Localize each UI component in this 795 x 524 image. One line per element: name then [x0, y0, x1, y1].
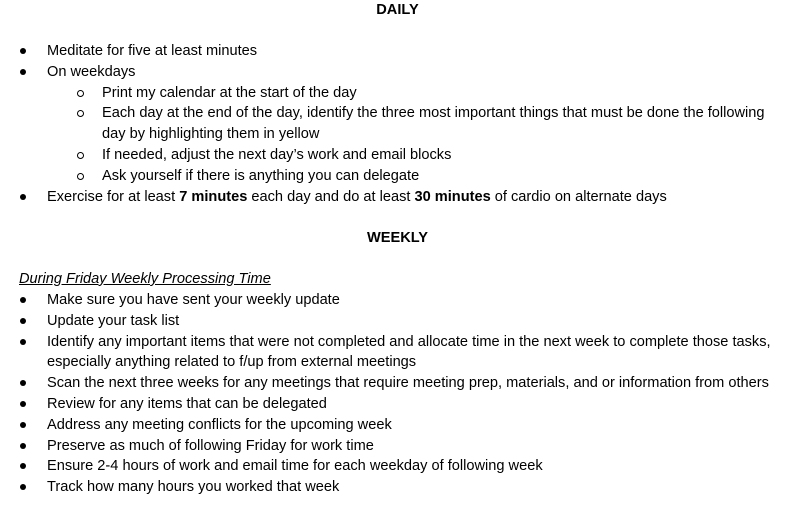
list-item — [0, 311, 795, 332]
hollow-bullet-icon — [77, 90, 84, 97]
sub-list-item-text: Print my calendar at the start of the day — [102, 84, 357, 101]
weekly-subheading: During Friday Weekly Processing Time — [19, 271, 271, 287]
list-item — [0, 332, 795, 374]
bullet-icon — [20, 401, 26, 407]
list-item-text: Scan the next three weeks for any meetings that require meeting prep, materials, and or information from others — [47, 375, 769, 392]
sub-list-item — [47, 103, 781, 145]
bullet-icon — [20, 69, 26, 75]
list-item-text: Address any meeting conflicts for the upcoming week — [47, 416, 392, 433]
list-item — [0, 436, 795, 457]
exercise-text-part: each day and do at least — [247, 188, 415, 205]
sub-list-item-text: Ask yourself if there is anything you can delegate — [102, 167, 420, 184]
daily-list — [0, 41, 795, 207]
bullet-icon — [20, 422, 26, 428]
hollow-bullet-icon — [77, 152, 84, 159]
weekly-list — [0, 290, 795, 498]
bullet-icon — [20, 48, 26, 54]
list-item-text: Identify any important items that were not completed and allocate time in the next week to complete those tasks, especially anything related to f/up from external meetings — [47, 333, 771, 371]
list-item-text: Update your task list — [47, 312, 180, 329]
bullet-icon — [20, 484, 26, 490]
exercise-text-part: of cardio on alternate days — [490, 188, 667, 205]
sub-list-item — [47, 166, 781, 187]
bullet-icon — [20, 297, 26, 303]
list-item-text: Preserve as much of following Friday for work time — [47, 437, 374, 454]
sub-list-item-text: Each day at the end of the day, identify the three most important things that must be done the following day by highlighting them in yellow — [102, 105, 765, 143]
weekday-sublist — [47, 83, 781, 187]
list-item — [0, 456, 795, 477]
exercise-text — [47, 189, 667, 205]
list-item — [0, 62, 795, 187]
list-item-text: Track how many hours you worked that week — [47, 479, 340, 496]
list-item — [0, 187, 795, 208]
weekly-heading: WEEKLY — [366, 230, 429, 246]
list-item — [0, 415, 795, 436]
list-item — [0, 373, 795, 394]
list-item — [0, 41, 795, 62]
bullet-icon — [20, 380, 26, 386]
exercise-text-part: Exercise for at least — [47, 188, 180, 205]
sub-list-item — [47, 145, 781, 166]
list-item-text: Make sure you have sent your weekly update — [47, 292, 340, 308]
list-item — [0, 290, 795, 311]
hollow-bullet-icon — [77, 110, 84, 117]
list-item — [0, 394, 795, 415]
bullet-icon — [20, 318, 26, 324]
exercise-duration-bold: 7 minutes — [179, 188, 248, 205]
list-item-text: Review for any items that can be delegated — [47, 395, 327, 412]
list-item-text: Meditate for five at least minutes — [47, 43, 258, 59]
bullet-icon — [20, 443, 26, 449]
bullet-icon — [20, 463, 26, 469]
list-item-text: On weekdays — [47, 63, 136, 80]
bullet-icon — [20, 194, 26, 200]
hollow-bullet-icon — [77, 173, 84, 180]
sub-list-item-text: If needed, adjust the next day’s work and email blocks — [102, 146, 452, 163]
list-item — [0, 477, 795, 498]
list-item-text: Ensure 2-4 hours of work and email time for each weekday of following week — [47, 458, 543, 475]
bullet-icon — [20, 339, 26, 345]
sub-list-item — [47, 83, 781, 104]
daily-heading: DAILY — [376, 2, 419, 18]
cardio-duration-bold: 30 minutes — [414, 188, 491, 205]
